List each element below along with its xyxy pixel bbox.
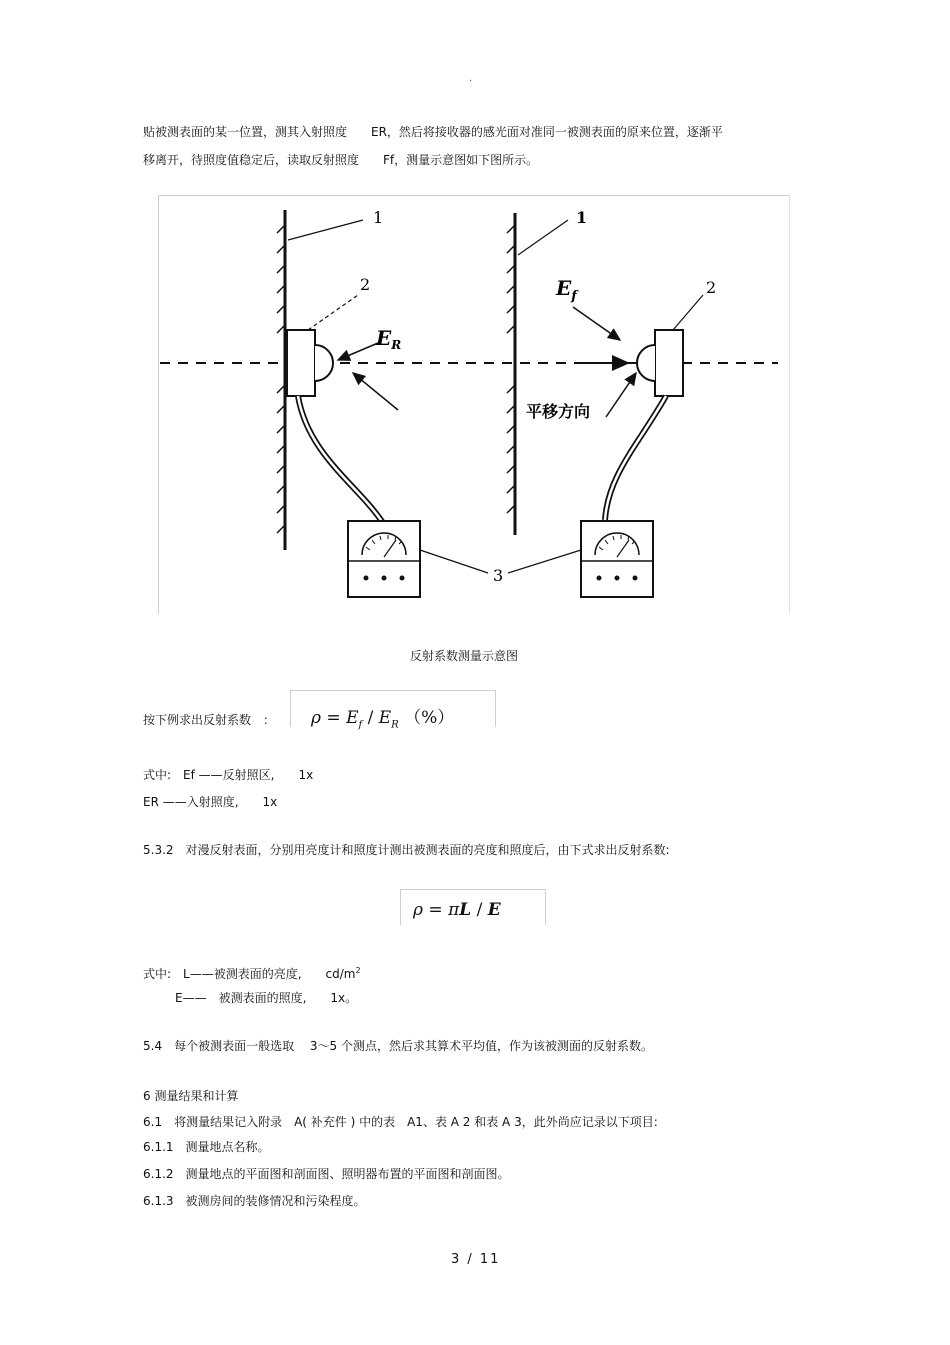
formula2-slash: /: [471, 900, 488, 920]
label-sensor-left: 2: [360, 275, 371, 294]
formula1-eq: =: [321, 708, 347, 728]
arrow-incident: [338, 343, 378, 360]
intro-line-2: 移离开，待照度值稳定后，读取反射照度 Ff，测量示意图如下图所示。: [143, 153, 539, 167]
formula1-intro: 按下例求出反射系数 ：: [143, 713, 276, 727]
left-meter: [348, 521, 420, 597]
left-wall: [277, 210, 285, 550]
formula2-rho: ρ: [413, 900, 423, 920]
formula1-unit: （%）: [398, 708, 455, 728]
section-5-3-2: 5.3.2 对漫反射表面，分别用亮度计和照度计测出被测表面的亮度和照度后，由下式求出反射系数:: [143, 843, 670, 857]
formula2-eq: =: [423, 900, 449, 920]
label-meter: 3: [493, 566, 504, 585]
leader-meter-left: [420, 550, 488, 573]
formula1-e2: E: [378, 708, 392, 728]
def2-line-2: E—— 被测表面的照度, 1x。: [175, 991, 358, 1005]
left-sensor: [287, 330, 333, 396]
right-sensor: [637, 330, 683, 396]
formula2-l: L: [459, 900, 472, 920]
reflectance-measurement-diagram: [158, 195, 788, 613]
intro-line-1: 贴被测表面的某一位置，测其入射照度 ER，然后将接收器的感光面对准同一被测表面的原来位置，逐渐平: [143, 125, 723, 139]
formula1-slash: /: [362, 708, 379, 728]
section-6-1-2: 6.1.2 测量地点的平面图和剖面图、照明器布置的平面图和剖面图。: [143, 1167, 510, 1181]
leader-wall-right: [518, 220, 568, 255]
formula2-box: [400, 889, 546, 925]
formula1-e1-sub: f: [358, 719, 363, 731]
section-6-1-3: 6.1.3 被测房间的装修情况和污染程度。: [143, 1194, 366, 1208]
arrow-move-direction: [606, 373, 636, 417]
label-sensor-right: 2: [706, 278, 717, 297]
def2-line-1-sup: 2: [355, 966, 361, 975]
leader-sensor-right: [673, 295, 703, 330]
leader-wall-left: [288, 220, 363, 240]
def2-line-1-text: 式中: L——被测表面的亮度, cd/m: [143, 967, 356, 981]
formula1-rho: ρ: [311, 708, 321, 728]
figure-caption: 反射系数测量示意图: [410, 649, 519, 663]
section-6-heading: 6 测量结果和计算: [143, 1089, 239, 1103]
label-er-sub: R: [391, 338, 402, 352]
formula2-pi: π: [448, 900, 460, 920]
section-6-1-1: 6.1.1 测量地点名称。: [143, 1140, 270, 1154]
section-5-4: 5.4 每个被测表面一般选取 3～5 个测点，然后求其算术平均值，作为该被测面的反射系数。: [143, 1039, 653, 1053]
arrow-reflected: [573, 307, 620, 340]
label-wall-left: 1: [373, 208, 384, 227]
leader-sensor-left: [308, 295, 358, 330]
header-dot: ·: [469, 76, 473, 87]
formula1-e2-sub: R: [391, 719, 399, 731]
right-wall: [507, 213, 515, 535]
def2-line-1: [143, 963, 361, 982]
svg-text:Ef: [555, 276, 579, 304]
def1-line-1: 式中: Ef ——反射照区, 1x: [143, 768, 314, 782]
right-meter: [581, 521, 653, 597]
formula1-box: [290, 690, 496, 731]
label-ef-sub: f: [571, 289, 577, 304]
formula2-e: E: [487, 900, 501, 920]
section-6-1: 6.1 将测量结果记入附录 A( 补充件 ) 中的表 A1、表 A 2 和表 A 3，此外尚应记录以下项目:: [143, 1115, 658, 1129]
formula1-e1: E: [346, 708, 359, 728]
label-wall-right: 1: [576, 208, 588, 227]
svg-text:ER: [375, 326, 401, 352]
right-cable: [605, 396, 666, 520]
def1-line-2: ER ——入射照度, 1x: [143, 795, 278, 809]
page-number: 3 / 11: [451, 1252, 501, 1267]
label-ef-main: E: [556, 276, 572, 300]
leader-meter-right: [508, 550, 581, 573]
label-move-direction: 平移方向: [526, 402, 591, 421]
label-er-main: E: [376, 326, 392, 350]
arrow-incident-2: [353, 373, 398, 410]
left-cable: [298, 396, 383, 523]
